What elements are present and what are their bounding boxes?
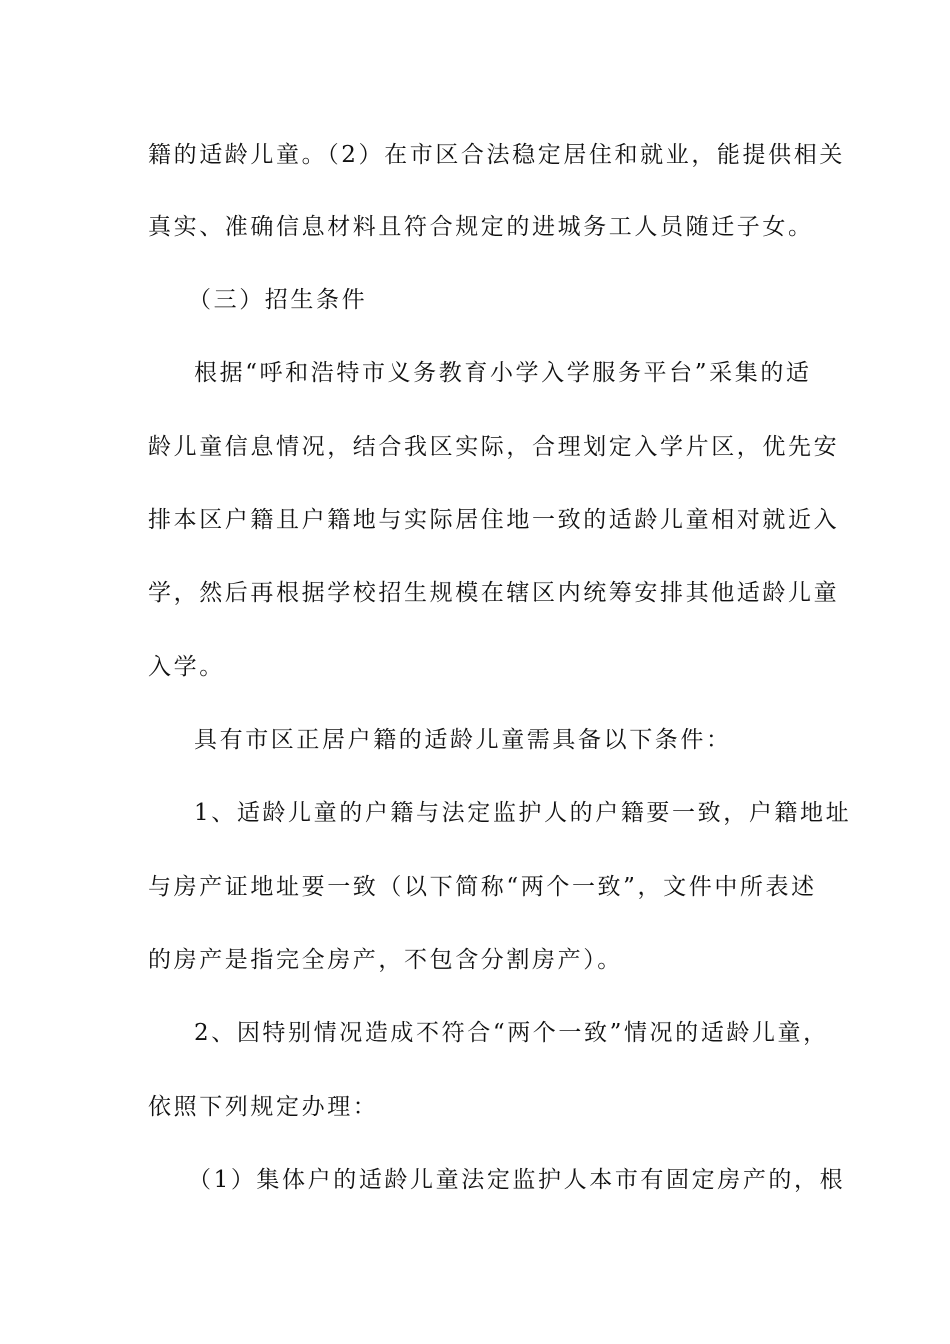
text-line: 真实、准确信息材料且符合规定的进城务工人员随迁子女。 [148, 214, 814, 240]
text-line: 籍的适龄儿童。（2）在市区合法稳定居住和就业，能提供相关 [148, 142, 845, 168]
text-line: 龄儿童信息情况，结合我区实际，合理划定入学片区，优先安 [148, 434, 840, 460]
text-line: 与房产证地址要一致（以下简称“两个一致”，文件中所表述 [148, 874, 817, 900]
text-line: 1、适龄儿童的户籍与法定监护人的户籍要一致，户籍地址 [194, 800, 852, 826]
text-line: 依照下列规定办理： [148, 1094, 379, 1120]
text-line: 学，然后再根据学校招生规模在辖区内统筹安排其他适龄儿童 [148, 580, 840, 606]
text-line: 入学。 [148, 654, 225, 680]
text-line: 根据“呼和浩特市义务教育小学入学服务平台”采集的适 [194, 360, 812, 386]
text-line: 排本区户籍且户籍地与实际居住地一致的适龄儿童相对就近入 [148, 507, 840, 533]
section-heading: （三）招生条件 [188, 287, 368, 313]
text-line: 具有市区正居户籍的适龄儿童需具备以下条件： [194, 727, 732, 753]
text-line: （1）集体户的适龄儿童法定监护人本市有固定房产的，根 [188, 1167, 846, 1193]
text-line: 2、因特别情况造成不符合“两个一致”情况的适龄儿童， [194, 1020, 829, 1046]
text-line: 的房产是指完全房产，不包含分割房产）。 [148, 947, 623, 973]
